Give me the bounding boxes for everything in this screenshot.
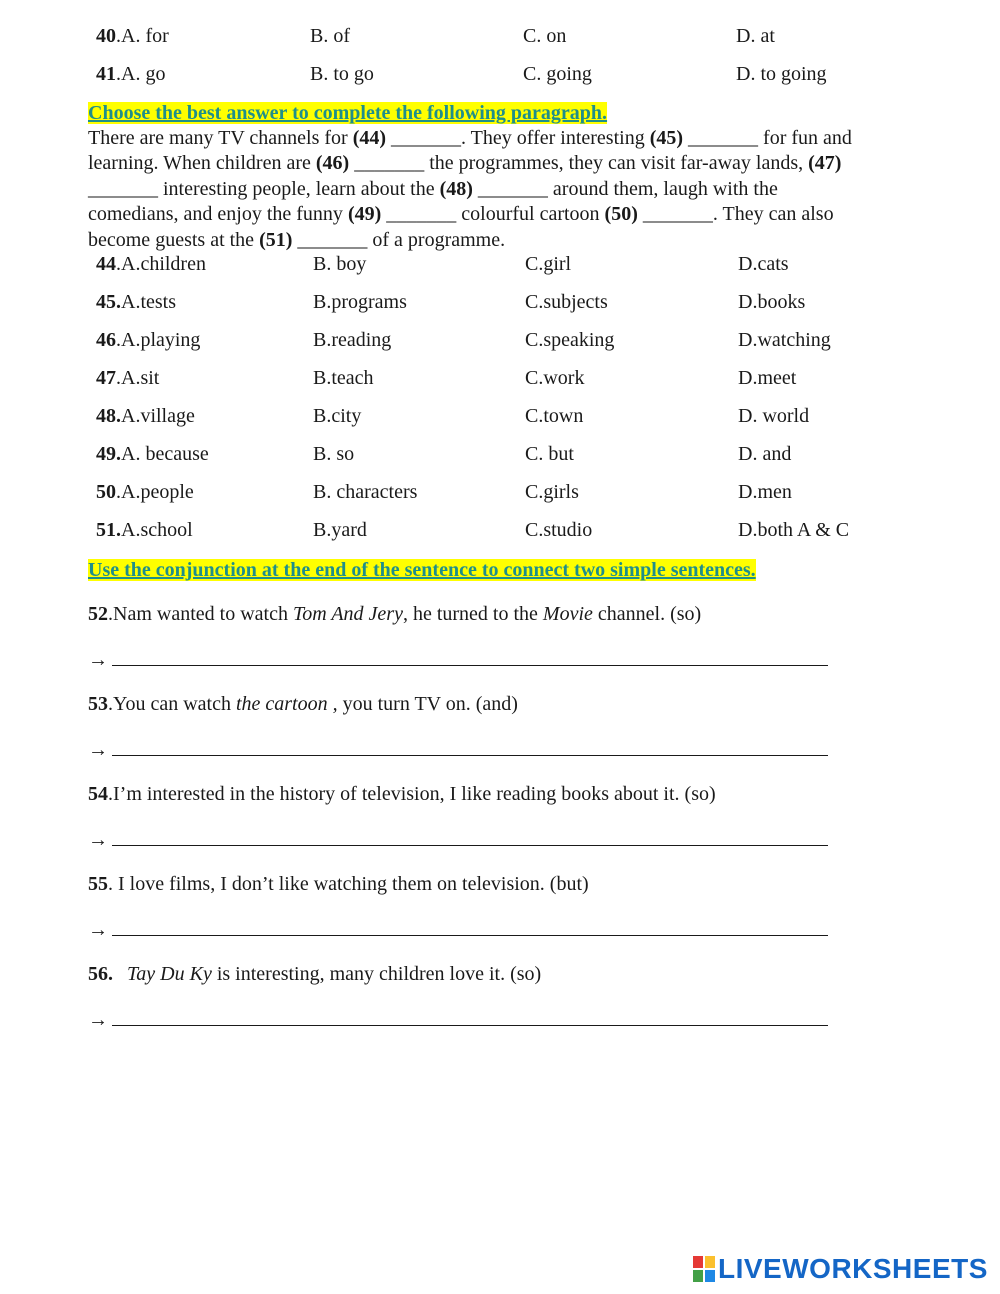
- option-b[interactable]: B. boy: [313, 253, 367, 275]
- option-row-47: [0, 367, 1000, 397]
- question-number: 40.A. for: [96, 25, 169, 47]
- option-a[interactable]: 50.A.people: [96, 481, 194, 503]
- option-row-48: [0, 405, 1000, 435]
- question-55: 55. I love films, I don’t like watching them on television. (but): [88, 873, 589, 895]
- liveworksheets-logo: [693, 1254, 988, 1284]
- option-row-49: [0, 443, 1000, 473]
- arrow-icon: →: [88, 829, 108, 851]
- arrow-icon: →: [88, 649, 108, 671]
- option-row-40: [0, 25, 1000, 55]
- question-56: 56. Tay Du Ky is interesting, many children love it. (so): [88, 963, 542, 985]
- paragraph-line: comedians, and enjoy the funny (49) _______ colourful cartoon (50) _______. They can also: [88, 203, 834, 226]
- option-b[interactable]: B. to go: [310, 63, 374, 85]
- option-c[interactable]: C.speaking: [525, 329, 615, 351]
- arrow-icon: →: [88, 739, 108, 761]
- option-a[interactable]: 47.A.sit: [96, 367, 160, 389]
- paragraph-line: learning. When children are (46) _______ the programmes, they can visit far-away lands, (47): [88, 152, 842, 175]
- option-b[interactable]: B. of: [310, 25, 350, 47]
- answer-line-55[interactable]: [88, 919, 828, 942]
- option-d[interactable]: D.cats: [738, 253, 789, 275]
- option-c[interactable]: C.town: [525, 405, 584, 427]
- question-53: 53.You can watch the cartoon , you turn TV on. (and): [88, 693, 518, 715]
- section-heading-paragraph: Choose the best answer to complete the following paragraph.: [88, 102, 608, 124]
- arrow-icon: →: [88, 919, 108, 941]
- answer-input[interactable]: [112, 651, 828, 666]
- paragraph-line: _______ interesting people, learn about the (48) _______ around them, laugh with the: [88, 177, 778, 200]
- question-54: 54.I’m interested in the history of television, I like reading books about it. (so): [88, 783, 716, 805]
- option-c[interactable]: C. on: [523, 25, 567, 47]
- option-row-45: [0, 291, 1000, 321]
- option-row-51: [0, 519, 1000, 549]
- option-b[interactable]: B.reading: [313, 329, 392, 351]
- option-row-46: [0, 329, 1000, 359]
- option-b[interactable]: B.city: [313, 405, 362, 427]
- answer-input[interactable]: [112, 741, 828, 756]
- option-row-41: [0, 63, 1000, 93]
- option-c[interactable]: C.work: [525, 367, 585, 389]
- option-row-44: [0, 253, 1000, 283]
- answer-line-53[interactable]: [88, 739, 828, 762]
- option-b[interactable]: B.teach: [313, 367, 374, 389]
- option-d[interactable]: D.watching: [738, 329, 831, 351]
- answer-line-52[interactable]: [88, 649, 828, 672]
- option-a[interactable]: 46.A.playing: [96, 329, 201, 351]
- logo-text: LIVEWORKSHEETS: [718, 1253, 988, 1284]
- option-b[interactable]: B. so: [313, 443, 355, 465]
- section-heading-conjunction: Use the conjunction at the end of the sentence to connect two simple sentences.: [88, 559, 756, 581]
- option-b[interactable]: B.yard: [313, 519, 367, 541]
- cloze-paragraph: [88, 126, 852, 253]
- question-52: 52.Nam wanted to watch Tom And Jery, he turned to the Movie channel. (so): [88, 603, 702, 625]
- logo-mark-icon: [693, 1256, 715, 1282]
- option-b[interactable]: B. characters: [313, 481, 418, 503]
- answer-line-56[interactable]: [88, 1009, 828, 1032]
- answer-input[interactable]: [112, 831, 828, 846]
- option-c[interactable]: C. going: [523, 63, 592, 85]
- answer-input[interactable]: [112, 1011, 828, 1026]
- paragraph-line: become guests at the (51) _______ of a programme.: [88, 228, 506, 251]
- paragraph-line: There are many TV channels for (44) _______. They offer interesting (45) _______ for fun and: [88, 127, 852, 149]
- option-c[interactable]: C. but: [525, 443, 574, 465]
- answer-input[interactable]: [112, 921, 828, 936]
- option-a[interactable]: 44.A.children: [96, 253, 206, 275]
- arrow-icon: →: [88, 1009, 108, 1031]
- option-d[interactable]: D. to going: [736, 63, 827, 85]
- option-c[interactable]: C.girl: [525, 253, 572, 275]
- option-c[interactable]: C.subjects: [525, 291, 608, 313]
- option-a[interactable]: 51.A.school: [96, 519, 193, 541]
- option-a[interactable]: 49.A. because: [96, 443, 209, 465]
- question-number: 41.A. go: [96, 63, 166, 85]
- option-b[interactable]: B.programs: [313, 291, 407, 313]
- option-a[interactable]: 48.A.village: [96, 405, 195, 427]
- option-c[interactable]: C.girls: [525, 481, 579, 503]
- option-d[interactable]: D.books: [738, 291, 806, 313]
- option-row-50: [0, 481, 1000, 511]
- option-d[interactable]: D. world: [738, 405, 810, 427]
- option-d[interactable]: D. and: [738, 443, 792, 465]
- option-d[interactable]: D.meet: [738, 367, 797, 389]
- option-a[interactable]: 45.A.tests: [96, 291, 176, 313]
- answer-line-54[interactable]: [88, 829, 828, 852]
- option-d[interactable]: D. at: [736, 25, 775, 47]
- option-d[interactable]: D.both A & C: [738, 519, 850, 541]
- option-d[interactable]: D.men: [738, 481, 792, 503]
- option-c[interactable]: C.studio: [525, 519, 593, 541]
